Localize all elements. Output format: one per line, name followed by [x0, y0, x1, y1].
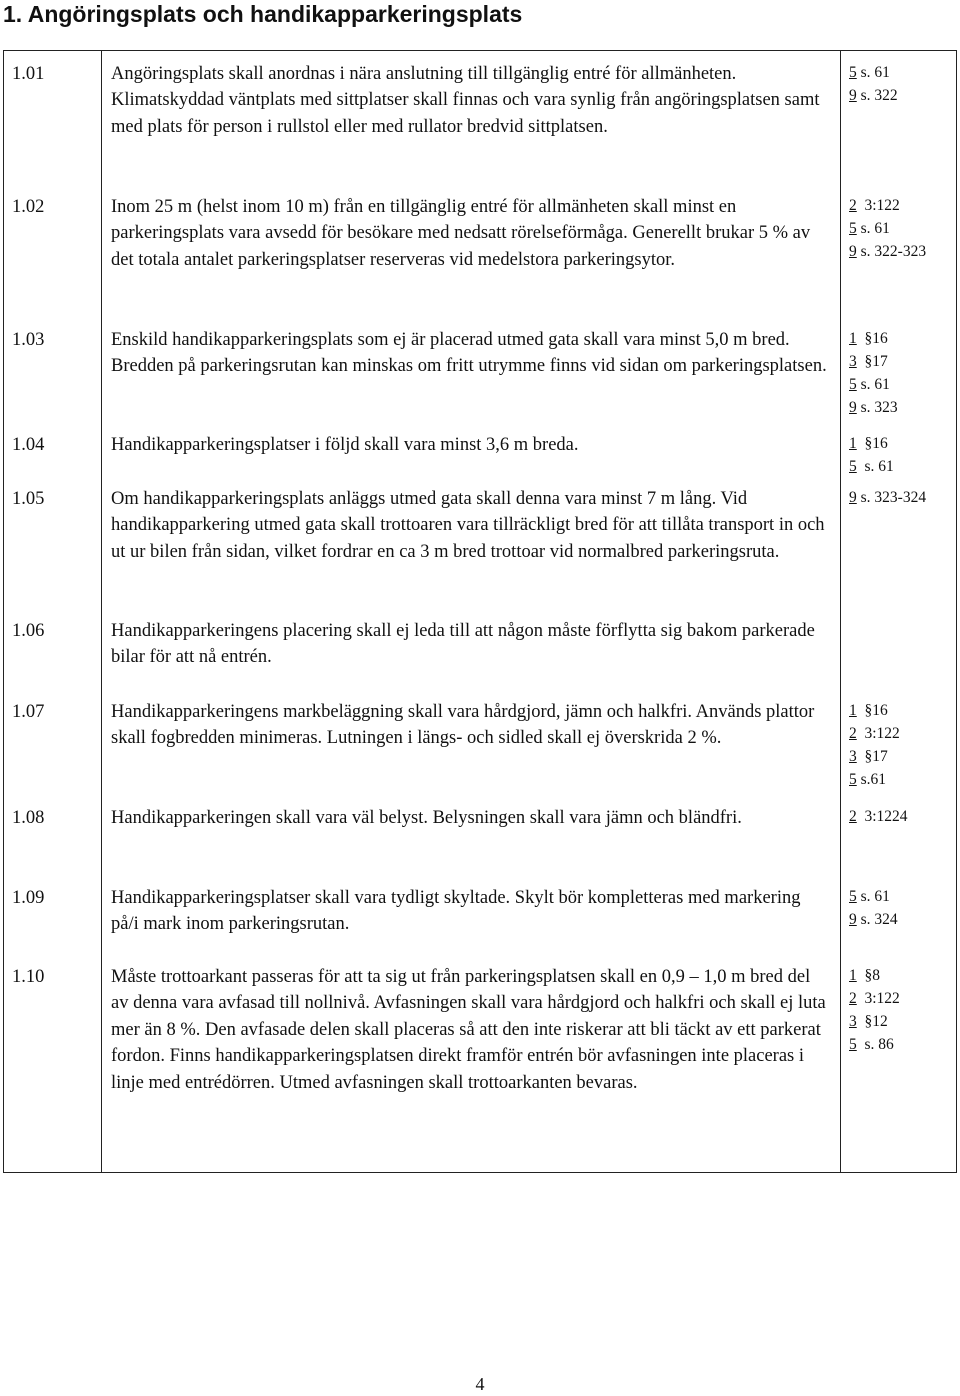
reference-item	[849, 61, 953, 84]
clause-number: 1.02	[12, 197, 45, 217]
clause-text: Handikapparkeringen skall vara väl belyst. Belysningen skall vara jämn och bländfri.	[111, 808, 742, 828]
reference-location: §16	[856, 702, 888, 719]
reference-list	[849, 194, 953, 263]
reference-item	[849, 1033, 953, 1056]
clause-number: 1.08	[12, 808, 45, 828]
reference-location: §16	[856, 435, 888, 452]
reference-source-number: 5	[849, 771, 857, 788]
reference-source-number: 9	[849, 489, 857, 506]
clause-number: 1.06	[12, 621, 45, 641]
reference-item	[849, 964, 953, 987]
reference-source-number: 5	[849, 376, 857, 393]
reference-source-number: 3	[849, 1013, 857, 1030]
reference-item	[849, 327, 953, 350]
clause-text: Enskild handikapparkeringsplats som ej är placerad utmed gata skall vara minst 5,0 m bred. Bredden på parkeringsrutan kan minskas om fritt utrymme finns vid sidan om parkeringsplatsen.	[111, 330, 827, 377]
clause-text: Handikapparkeringens markbeläggning skall vara hårdgjord, jämn och halkfri. Används plattor skall fogbredden minimeras. Lutningen i längs- och sidled skall ej överskrida 2 %.	[111, 702, 815, 749]
reference-source-number: 2	[849, 990, 857, 1007]
clause-text: Handikapparkeringens placering skall ej leda till att någon måste förflytta sig bakom parkerade bilar för att nå entrén.	[111, 621, 815, 668]
reference-location: s. 323	[856, 399, 898, 416]
page-number: 4	[475, 1374, 485, 1394]
requirements-table	[3, 50, 957, 1173]
column-divider	[101, 51, 102, 1172]
reference-location: s. 322-323	[856, 243, 927, 260]
reference-source-number: 2	[849, 725, 857, 742]
reference-list	[849, 61, 953, 107]
column-divider	[840, 51, 841, 1172]
reference-item	[849, 699, 953, 722]
reference-location: s. 323-324	[856, 489, 927, 506]
reference-item	[849, 745, 953, 768]
reference-source-number: 1	[849, 967, 857, 984]
reference-item	[849, 240, 953, 263]
clause-number: 1.07	[12, 702, 45, 722]
reference-source-number: 9	[849, 399, 857, 416]
reference-item	[849, 805, 953, 828]
clause-number: 1.05	[12, 489, 45, 509]
reference-source-number: 9	[849, 87, 857, 104]
reference-item	[849, 432, 953, 455]
clause-number: 1.04	[12, 435, 45, 455]
reference-item	[849, 84, 953, 107]
reference-source-number: 3	[849, 353, 857, 370]
page-heading: 1. Angöringsplats och handikapparkeringsplats	[3, 1, 523, 27]
reference-list	[849, 805, 953, 828]
reference-item	[849, 987, 953, 1010]
clause-number: 1.01	[12, 64, 45, 84]
reference-item	[849, 194, 953, 217]
reference-location: §17	[856, 353, 888, 370]
reference-location: s. 322	[856, 87, 898, 104]
clause-number: 1.09	[12, 888, 45, 908]
reference-location: s. 61	[856, 220, 890, 237]
reference-list	[849, 327, 953, 419]
reference-list	[849, 486, 953, 509]
clause-text: Handikapparkeringsplatser i följd skall vara minst 3,6 m breda.	[111, 435, 579, 455]
reference-location: s. 61	[856, 888, 890, 905]
reference-source-number: 5	[849, 1036, 857, 1053]
reference-list	[849, 699, 953, 791]
reference-item	[849, 350, 953, 373]
reference-source-number: 5	[849, 64, 857, 81]
reference-location: s. 86	[856, 1036, 894, 1053]
reference-item	[849, 1010, 953, 1033]
reference-location: 3:122	[856, 725, 900, 742]
reference-location: 3:122	[856, 197, 900, 214]
clause-text: Måste trottoarkant passeras för att ta sig ut från parkeringsplatsen skall en 0,9 – 1,0 m bred del av denna vara avfasad till nollnivå. Avfasningen skall vara hårdgjord och halkfri och skall ej luta mer än 8 %. Den avfasade delen skall placeras så att den inte riskerar att bli täckt av ett parkerat fordon. Finns handikapparkeringsplatsen direkt framför entrén bör avfasningen inte placeras i linje med entrédörren. Utmed avfasningen skall trottoarkanten bevaras.	[111, 967, 826, 1093]
reference-source-number: 2	[849, 197, 857, 214]
reference-list	[849, 432, 953, 478]
reference-item	[849, 396, 953, 419]
reference-item	[849, 455, 953, 478]
reference-source-number: 9	[849, 243, 857, 260]
clause-text: Angöringsplats skall anordnas i nära anslutning till tillgänglig entré för allmänheten. Klimatskyddad väntplats med sittplatser skall finnas och vara synlig från angöringsplatsen samt med plats för person i rullstol eller med rullator bredvid sittplatsen.	[111, 64, 820, 137]
reference-location: §17	[856, 748, 888, 765]
reference-source-number: 5	[849, 458, 857, 475]
reference-location: §8	[856, 967, 880, 984]
reference-source-number: 5	[849, 220, 857, 237]
reference-location: §16	[856, 330, 888, 347]
clause-text: Inom 25 m (helst inom 10 m) från en tillgänglig entré för allmänheten skall minst en parkeringsplats vara avsedd för besökare med nedsatt rörelseförmåga. Generellt brukar 5 % av det totala antalet parkeringsplatser reserveras vid medelstora parkeringsytor.	[111, 197, 811, 270]
reference-location: s.61	[856, 771, 887, 788]
reference-location: s. 61	[856, 458, 894, 475]
clause-text: Om handikapparkeringsplats anläggs utmed gata skall denna vara minst 7 m lång. Vid handikapparkering utmed gata skall trottoaren vara tillräckligt bred för att tillåta transport in och ut ur bilen från sidan, vilket fordrar en ca 3 m bred trottoar vid normalbred parkeringsruta.	[111, 489, 825, 562]
reference-item	[849, 486, 953, 509]
reference-item	[849, 373, 953, 396]
reference-item	[849, 217, 953, 240]
reference-item	[849, 768, 953, 791]
reference-source-number: 1	[849, 435, 857, 452]
reference-source-number: 1	[849, 330, 857, 347]
reference-item	[849, 885, 953, 908]
reference-location: s. 61	[856, 64, 890, 81]
reference-location: s. 61	[856, 376, 890, 393]
reference-source-number: 3	[849, 748, 857, 765]
reference-location: §12	[856, 1013, 888, 1030]
reference-source-number: 2	[849, 808, 857, 825]
reference-location: s. 324	[856, 911, 898, 928]
clause-number: 1.03	[12, 330, 45, 350]
reference-source-number: 1	[849, 702, 857, 719]
clause-number: 1.10	[12, 967, 45, 987]
reference-list	[849, 885, 953, 931]
reference-source-number: 5	[849, 888, 857, 905]
reference-source-number: 9	[849, 911, 857, 928]
reference-item	[849, 722, 953, 745]
reference-list	[849, 964, 953, 1056]
reference-location: 3:1224	[856, 808, 908, 825]
reference-item	[849, 908, 953, 931]
clause-text: Handikapparkeringsplatser skall vara tydligt skyltade. Skylt bör kompletteras med markering på/i mark inom parkeringsrutan.	[111, 888, 801, 935]
reference-location: 3:122	[856, 990, 900, 1007]
